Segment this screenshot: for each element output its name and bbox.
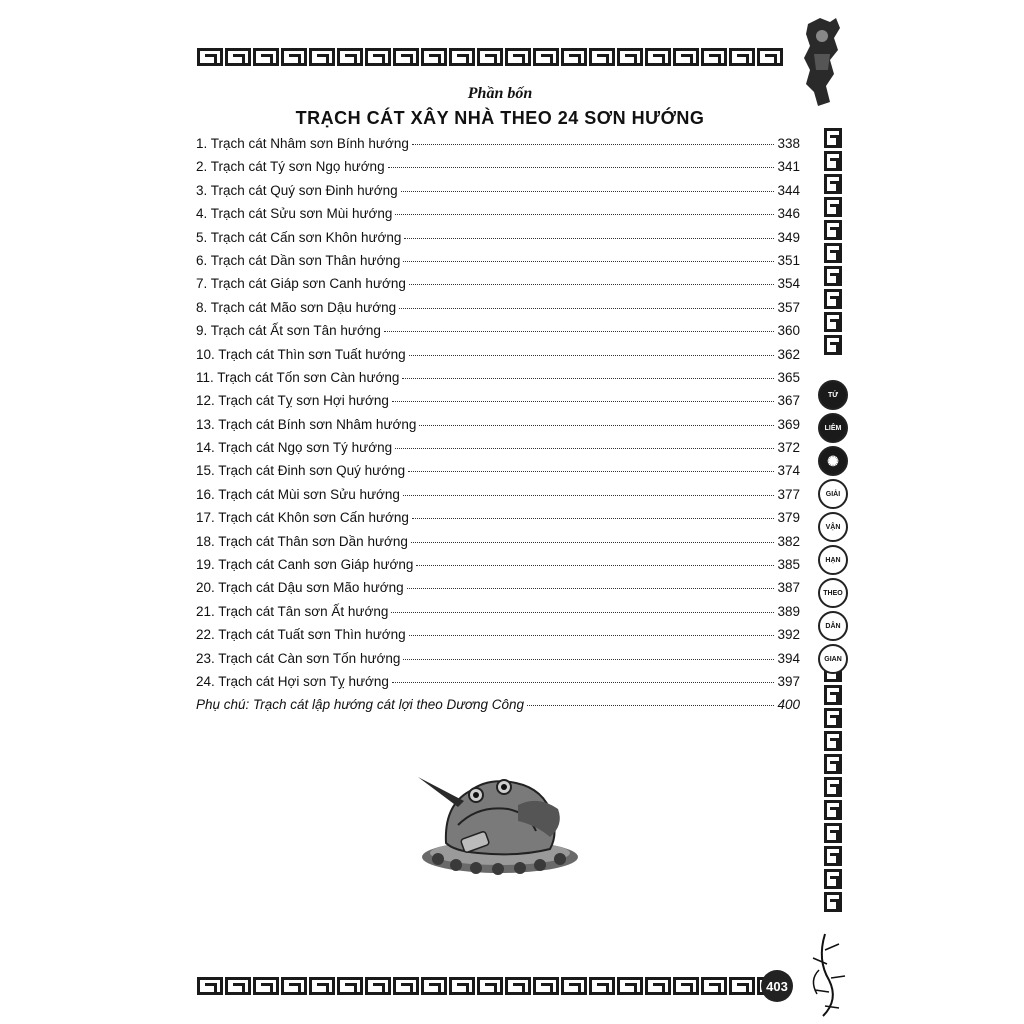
toc-entry-page: 397: [777, 673, 800, 689]
toc-entry-page: 385: [777, 557, 800, 573]
toc-leader-dots: [411, 542, 775, 543]
pine-branch-ornament-icon: [795, 930, 855, 1020]
greek-key-motif: [617, 977, 643, 995]
right-greek-key-border-lower: [824, 662, 844, 912]
toc-entry-page: 351: [777, 252, 800, 268]
toc-entry-title: 2. Trạch cát Tý sơn Ngọ hướng: [196, 159, 385, 175]
greek-key-motif: [393, 977, 419, 995]
greek-key-motif: [309, 977, 335, 995]
toc-entry-page: 365: [777, 369, 800, 385]
toc-entry-title: 6. Trạch cát Dần sơn Thân hướng: [196, 252, 401, 268]
greek-key-motif: [337, 977, 363, 995]
toc-entry-title: 22. Trạch cát Tuất sơn Thìn hướng: [196, 627, 406, 643]
toc-entry-page: 357: [777, 299, 800, 315]
greek-key-motif: [824, 731, 842, 751]
toc-leader-dots: [402, 378, 774, 379]
toc-entry-title: 10. Trạch cát Thìn sơn Tuất hướng: [196, 346, 406, 362]
emblem-icon: ✺: [818, 446, 848, 476]
side-tag-light: GIẢI: [818, 479, 848, 509]
side-tag-light: HẠN: [818, 545, 848, 575]
toc-entry: [196, 440, 800, 463]
greek-key-motif: [701, 977, 727, 995]
greek-key-motif: [824, 892, 842, 912]
greek-key-motif: [824, 174, 842, 194]
toc-entry-page: 374: [777, 463, 800, 479]
toc-entry-title: 4. Trạch cát Sửu sơn Mùi hướng: [196, 206, 393, 222]
greek-key-motif: [421, 48, 447, 66]
toc-entry: [196, 347, 800, 370]
toc-entry: [196, 487, 800, 510]
toc-entry-page: 392: [777, 627, 800, 643]
toc-entry-page: 346: [777, 206, 800, 222]
greek-key-motif: [561, 977, 587, 995]
greek-key-motif: [197, 48, 223, 66]
greek-key-motif: [589, 48, 615, 66]
toc-entry: [196, 580, 800, 603]
toc-leader-dots: [409, 635, 775, 636]
top-greek-key-border: [197, 48, 783, 70]
greek-key-motif: [449, 48, 475, 66]
greek-key-motif: [673, 48, 699, 66]
toc-entry-page: 372: [777, 440, 800, 456]
toc-entry-title: 7. Trạch cát Giáp sơn Canh hướng: [196, 276, 406, 292]
toc-entry-title: 14. Trạch cát Ngọ sơn Tý hướng: [196, 440, 393, 456]
side-tag-light: DÂN: [818, 611, 848, 641]
side-tag-light: VẬN: [818, 512, 848, 542]
toc-entry-title: 1. Trạch cát Nhâm sơn Bính hướng: [196, 136, 409, 151]
toc-entry: [196, 417, 800, 440]
toc-entry-title: 3. Trạch cát Quý sơn Đinh hướng: [196, 182, 398, 198]
toc-entry-title: 15. Trạch cát Đinh sơn Quý hướng: [196, 463, 406, 479]
toc-entry-page: 338: [777, 136, 800, 151]
section-title: TRẠCH CÁT XÂY NHÀ THEO 24 SƠN HƯỚNG: [295, 108, 705, 128]
toc-leader-dots: [401, 191, 775, 192]
greek-key-motif: [824, 128, 842, 148]
side-tags: [818, 380, 848, 674]
toc-leader-dots: [391, 612, 774, 613]
toc-entry-title: 9. Trạch cát Ất sơn Tân hướng: [196, 323, 381, 339]
toc-entry: [196, 159, 800, 182]
greek-key-motif: [824, 685, 842, 705]
toc-entry-title: 12. Trạch cát Tỵ sơn Hợi hướng: [196, 393, 389, 409]
toc-entry: [196, 276, 800, 299]
side-tag-dark: TỨ: [818, 380, 848, 410]
toc-entry-page: 394: [777, 650, 800, 666]
toc-leader-dots: [404, 238, 774, 239]
toc-entry: [196, 323, 800, 346]
toc-entry: [196, 627, 800, 650]
greek-key-motif: [824, 708, 842, 728]
greek-key-motif: [561, 48, 587, 66]
toc-entry-page: 382: [777, 533, 800, 549]
greek-key-motif: [365, 977, 391, 995]
greek-key-motif: [645, 977, 671, 995]
greek-key-motif: [393, 48, 419, 66]
toc-entry-page: 341: [777, 159, 800, 175]
toc-entry-title: 16. Trạch cát Mùi sơn Sửu hướng: [196, 486, 400, 502]
toc-entry: [196, 183, 800, 206]
greek-key-motif: [757, 48, 783, 66]
toc-leader-dots: [407, 588, 775, 589]
greek-key-motif: [824, 197, 842, 217]
greek-key-motif: [617, 48, 643, 66]
toc-leader-dots: [409, 284, 775, 285]
toc-entry-title: 11. Trạch cát Tốn sơn Càn hướng: [196, 369, 400, 385]
right-greek-key-border-upper: [824, 128, 844, 355]
toc-entry: [196, 253, 800, 276]
toc-entry: [196, 674, 800, 697]
toc-leader-dots: [399, 308, 774, 309]
page-number-badge: 403: [761, 970, 793, 1002]
greek-key-motif: [701, 48, 727, 66]
toc-entry-page: 377: [777, 486, 800, 502]
toc-entry: [196, 230, 800, 253]
greek-key-motif: [673, 977, 699, 995]
side-tag-light: THEO: [818, 578, 848, 608]
greek-key-motif: [645, 48, 671, 66]
money-toad-illustration: [418, 765, 583, 875]
side-tag-dark: LIÊM: [818, 413, 848, 443]
toc-entry-title: 18. Trạch cát Thân sơn Dần hướng: [196, 533, 408, 549]
toc-leader-dots: [412, 518, 775, 519]
toc-entry-page: 400: [777, 697, 800, 713]
toc-leader-dots: [388, 167, 775, 168]
greek-key-motif: [824, 151, 842, 171]
toc-entry-page: 362: [777, 346, 800, 362]
greek-key-motif: [729, 48, 755, 66]
toc-entry-page: 389: [777, 603, 800, 619]
toc-entry: [196, 463, 800, 486]
greek-key-motif: [477, 977, 503, 995]
greek-key-motif: [281, 48, 307, 66]
greek-key-motif: [253, 977, 279, 995]
toc-entry-title: 23. Trạch cát Càn sơn Tốn hướng: [196, 650, 401, 666]
toc-leader-dots: [395, 214, 774, 215]
greek-key-motif: [824, 754, 842, 774]
toc-leader-dots: [403, 261, 774, 262]
greek-key-motif: [505, 48, 531, 66]
toc-entry-title: 17. Trạch cát Khôn sơn Cấn hướng: [196, 510, 409, 526]
greek-key-motif: [505, 977, 531, 995]
toc-leader-dots: [403, 495, 775, 496]
greek-key-motif: [824, 266, 842, 286]
greek-key-motif: [253, 48, 279, 66]
greek-key-motif: [824, 846, 842, 866]
greek-key-motif: [824, 220, 842, 240]
toc-leader-dots: [409, 355, 775, 356]
toc-entry-title: 5. Trạch cát Cấn sơn Khôn hướng: [196, 229, 402, 245]
greek-key-motif: [309, 48, 335, 66]
toc-entry-title: 13. Trạch cát Bính sơn Nhâm hướng: [196, 416, 417, 432]
greek-key-motif: [225, 48, 251, 66]
toc-entry: [196, 534, 800, 557]
greek-key-motif: [449, 977, 475, 995]
greek-key-motif: [824, 800, 842, 820]
toc-leader-dots: [403, 659, 774, 660]
toc-entry: [196, 300, 800, 323]
toc-entry: [196, 651, 800, 674]
toc-entry: [196, 697, 800, 720]
toc-leader-dots: [416, 565, 774, 566]
toc-entry-title: 8. Trạch cát Mão sơn Dậu hướng: [196, 299, 397, 315]
toc-entry-page: 354: [777, 276, 800, 292]
greek-key-motif: [824, 823, 842, 843]
toc-leader-dots: [392, 682, 775, 683]
toc-entry-title: 19. Trạch cát Canh sơn Giáp hướng: [196, 557, 414, 573]
toc-leader-dots: [384, 331, 775, 332]
greek-key-motif: [824, 243, 842, 263]
greek-key-motif: [729, 977, 755, 995]
greek-key-motif: [824, 335, 842, 355]
greek-key-motif: [824, 777, 842, 797]
greek-key-motif: [533, 977, 559, 995]
greek-key-motif: [337, 48, 363, 66]
toc-leader-dots: [527, 705, 774, 706]
section-subtitle: Phần bốn: [467, 85, 533, 102]
greek-key-motif: [589, 977, 615, 995]
toc-entry-page: 387: [777, 580, 800, 596]
toc-leader-dots: [395, 448, 774, 449]
greek-key-motif: [824, 312, 842, 332]
toc-entry-title: Phụ chú: Trạch cát lập hướng cát lợi theo Dương Công: [196, 697, 525, 713]
toc-entry-page: 379: [777, 510, 800, 526]
toc-entry: [196, 370, 800, 393]
toc-entry-page: 344: [777, 182, 800, 198]
greek-key-motif: [421, 977, 447, 995]
toc-entry: [196, 136, 800, 159]
toc-entry: [196, 393, 800, 416]
toc-entry-title: 20. Trạch cát Dậu sơn Mão hướng: [196, 580, 404, 596]
greek-key-motif: [533, 48, 559, 66]
bottom-greek-key-border: [197, 977, 783, 999]
toc-entry: [196, 557, 800, 580]
toc-entry-page: 360: [777, 323, 800, 339]
toc-entry-title: 21. Trạch cát Tân sơn Ất hướng: [196, 603, 389, 619]
toc-entry-title: 24. Trạch cát Hợi sơn Tỵ hướng: [196, 673, 389, 689]
toc-entry: [196, 604, 800, 627]
greek-key-motif: [477, 48, 503, 66]
toc-entry-page: 369: [777, 416, 800, 432]
toc-entry: [196, 206, 800, 229]
toc-leader-dots: [412, 144, 775, 145]
greek-key-motif: [197, 977, 223, 995]
greek-key-motif: [365, 48, 391, 66]
side-tag-light: GIAN: [818, 644, 848, 674]
toc-leader-dots: [419, 425, 774, 426]
greek-key-motif: [824, 289, 842, 309]
toc-entry: [196, 510, 800, 533]
greek-key-motif: [824, 869, 842, 889]
greek-key-motif: [225, 977, 251, 995]
toc-leader-dots: [408, 471, 774, 472]
toc-leader-dots: [392, 401, 775, 402]
greek-key-motif: [281, 977, 307, 995]
table-of-contents: [196, 136, 800, 721]
toc-entry-page: 367: [777, 393, 800, 409]
toc-entry-page: 349: [777, 229, 800, 245]
